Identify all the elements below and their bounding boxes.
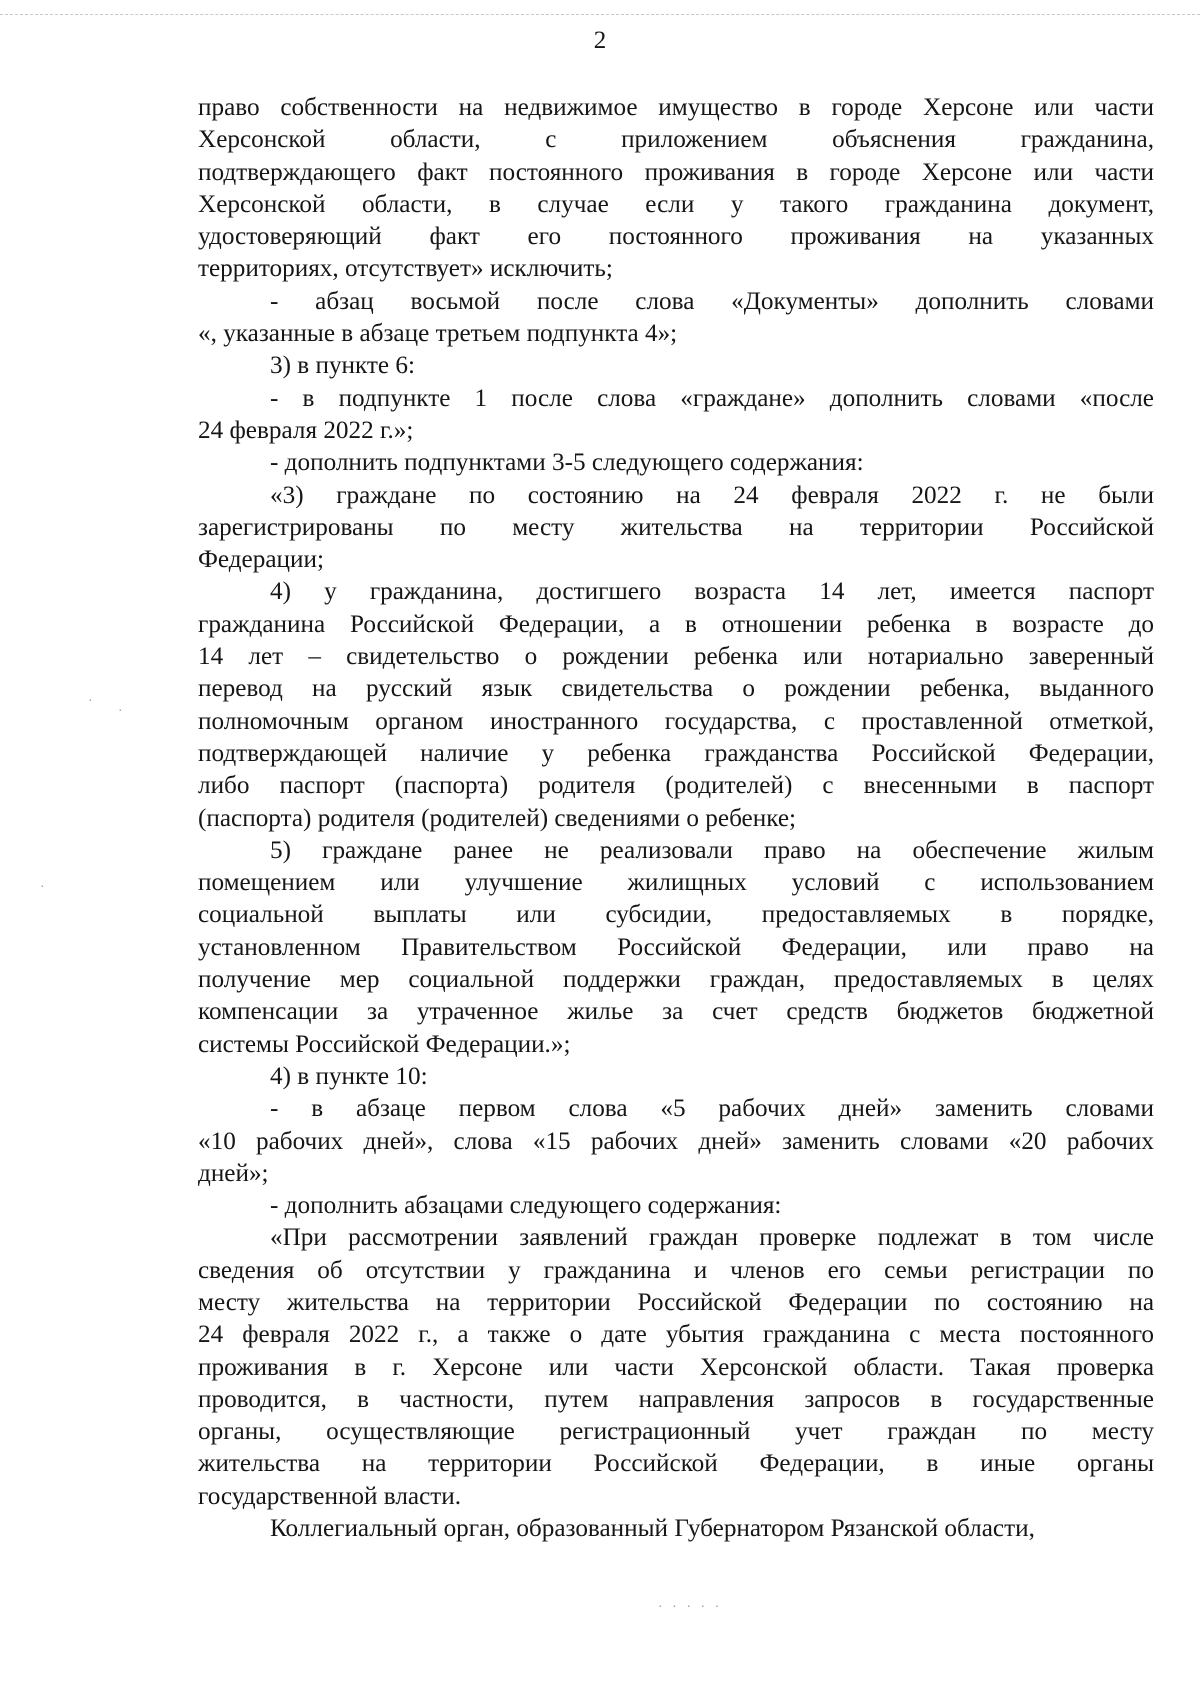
- document-body: [198, 92, 1154, 1545]
- text-line: месту жительства на территории Российской Федерации по состоянию на: [198, 1288, 1154, 1316]
- scan-artifact: ·: [118, 704, 126, 719]
- text-line: - абзац восьмой после слова «Документы» дополнить словами: [270, 287, 1154, 315]
- text-line: проживания в г. Херсоне или части Херсонской области. Такая проверка: [198, 1353, 1154, 1381]
- text-line: подтверждающей наличие у ребенка гражданства Российской Федерации,: [198, 739, 1154, 767]
- text-line: 24 февраля 2022 г.»;: [198, 416, 414, 444]
- paragraph: [198, 835, 1154, 1061]
- text-line: «, указанные в абзаце третьем подпункта 4»;: [198, 320, 678, 348]
- text-line: установленном Правительством Российской Федерации, или право на: [198, 933, 1154, 961]
- text-line: Херсонской области, в случае если у такого гражданина документ,: [198, 190, 1154, 218]
- text-line: Херсонской области, с приложением объяснения гражданина,: [198, 126, 1154, 154]
- text-line: - в абзаце первом слова «5 рабочих дней» заменить словами: [270, 1095, 1154, 1123]
- text-line: компенсации за утраченное жилье за счет средств бюджетов бюджетной: [198, 998, 1154, 1026]
- text-line: удостоверяющий факт его постоянного проживания на указанных: [198, 223, 1154, 251]
- text-line: территориях, отсутствует» исключить;: [198, 255, 613, 283]
- scan-artifact: ·: [40, 880, 48, 895]
- text-line: «10 рабочих дней», слова «15 рабочих дней» заменить словами «20 рабочих: [198, 1127, 1154, 1155]
- text-line: системы Российской Федерации.»;: [198, 1030, 571, 1058]
- paragraph: [198, 92, 1154, 286]
- text-line: жительства на территории Российской Федерации, в иные органы: [198, 1450, 1154, 1478]
- text-line: полномочным органом иностранного государства, с проставленной отметкой,: [198, 707, 1154, 735]
- text-line: сведения об отсутствии у гражданина и членов его семьи регистрации по: [198, 1256, 1154, 1284]
- paragraph: [198, 480, 1154, 577]
- text-line: Федерации;: [198, 546, 324, 574]
- paragraph: [198, 350, 1154, 382]
- paragraph: [198, 576, 1154, 834]
- paragraph: [198, 1222, 1154, 1513]
- text-line: (паспорта) родителя (родителей) сведениями о ребенке;: [198, 804, 796, 832]
- paragraph: [198, 1061, 1154, 1093]
- paragraph: [198, 1513, 1154, 1545]
- text-line: проводится, в частности, путем направления запросов в государственные: [198, 1385, 1154, 1413]
- text-line: дней»;: [198, 1159, 269, 1187]
- text-line: «3) граждане по состоянию на 24 февраля 2022 г. не были: [270, 481, 1154, 509]
- text-line: 14 лет – свидетельство о рождении ребенка или нотариально заверенный: [198, 643, 1154, 671]
- text-line: 24 февраля 2022 г., а также о дате убытия гражданина с места постоянного: [198, 1321, 1154, 1349]
- text-line: зарегистрированы по месту жительства на территории Российской: [198, 513, 1154, 541]
- paragraph: [198, 1093, 1154, 1190]
- text-line: гражданина Российской Федерации, а в отношении ребенка в возрасте до: [198, 610, 1154, 638]
- text-line: 3) в пункте 6:: [270, 352, 416, 380]
- text-line: - дополнить подпунктами 3-5 следующего содержания:: [270, 449, 864, 477]
- paragraph: [198, 383, 1154, 448]
- paragraph: [198, 1190, 1154, 1222]
- text-line: помещением или улучшение жилищных условий с использованием: [198, 869, 1154, 897]
- text-line: право собственности на недвижимое имущество в городе Херсоне или части: [198, 94, 1154, 121]
- text-line: - в подпункте 1 после слова «граждане» дополнить словами «после: [270, 384, 1154, 412]
- text-line: социальной выплаты или субсидии, предоставляемых в порядке,: [198, 901, 1154, 929]
- text-line: - дополнить абзацами следующего содержания:: [270, 1192, 782, 1220]
- scan-artifact: ·: [88, 694, 96, 709]
- text-line: получение мер социальной поддержки граждан, предоставляемых в целях: [198, 966, 1154, 994]
- scan-top-border: [0, 14, 1200, 15]
- text-line: 4) у гражданина, достигшего возраста 14 лет, имеется паспорт: [270, 578, 1154, 606]
- text-line: либо паспорт (паспорта) родителя (родителей) с внесенными в паспорт: [198, 772, 1154, 800]
- text-line: Коллегиальный орган, образованный Губернатором Рязанской области,: [270, 1515, 1035, 1543]
- text-line: органы, осуществляющие регистрационный учет граждан по месту: [198, 1418, 1154, 1446]
- page-number: 2: [593, 27, 607, 54]
- text-line: 4) в пункте 10:: [270, 1062, 428, 1090]
- text-line: 5) граждане ранее не реализовали право на обеспечение жилым: [270, 836, 1154, 864]
- text-line: «При рассмотрении заявлений граждан проверке подлежат в том числе: [270, 1224, 1154, 1252]
- text-line: перевод на русский язык свидетельства о рождении ребенка, выданного: [198, 675, 1154, 703]
- text-line: государственной власти.: [198, 1482, 462, 1510]
- scan-artifact: · · · · ·: [658, 1600, 723, 1615]
- paragraph: [198, 447, 1154, 479]
- text-line: подтверждающего факт постоянного проживания в городе Херсоне или части: [198, 158, 1154, 186]
- paragraph: [198, 286, 1154, 351]
